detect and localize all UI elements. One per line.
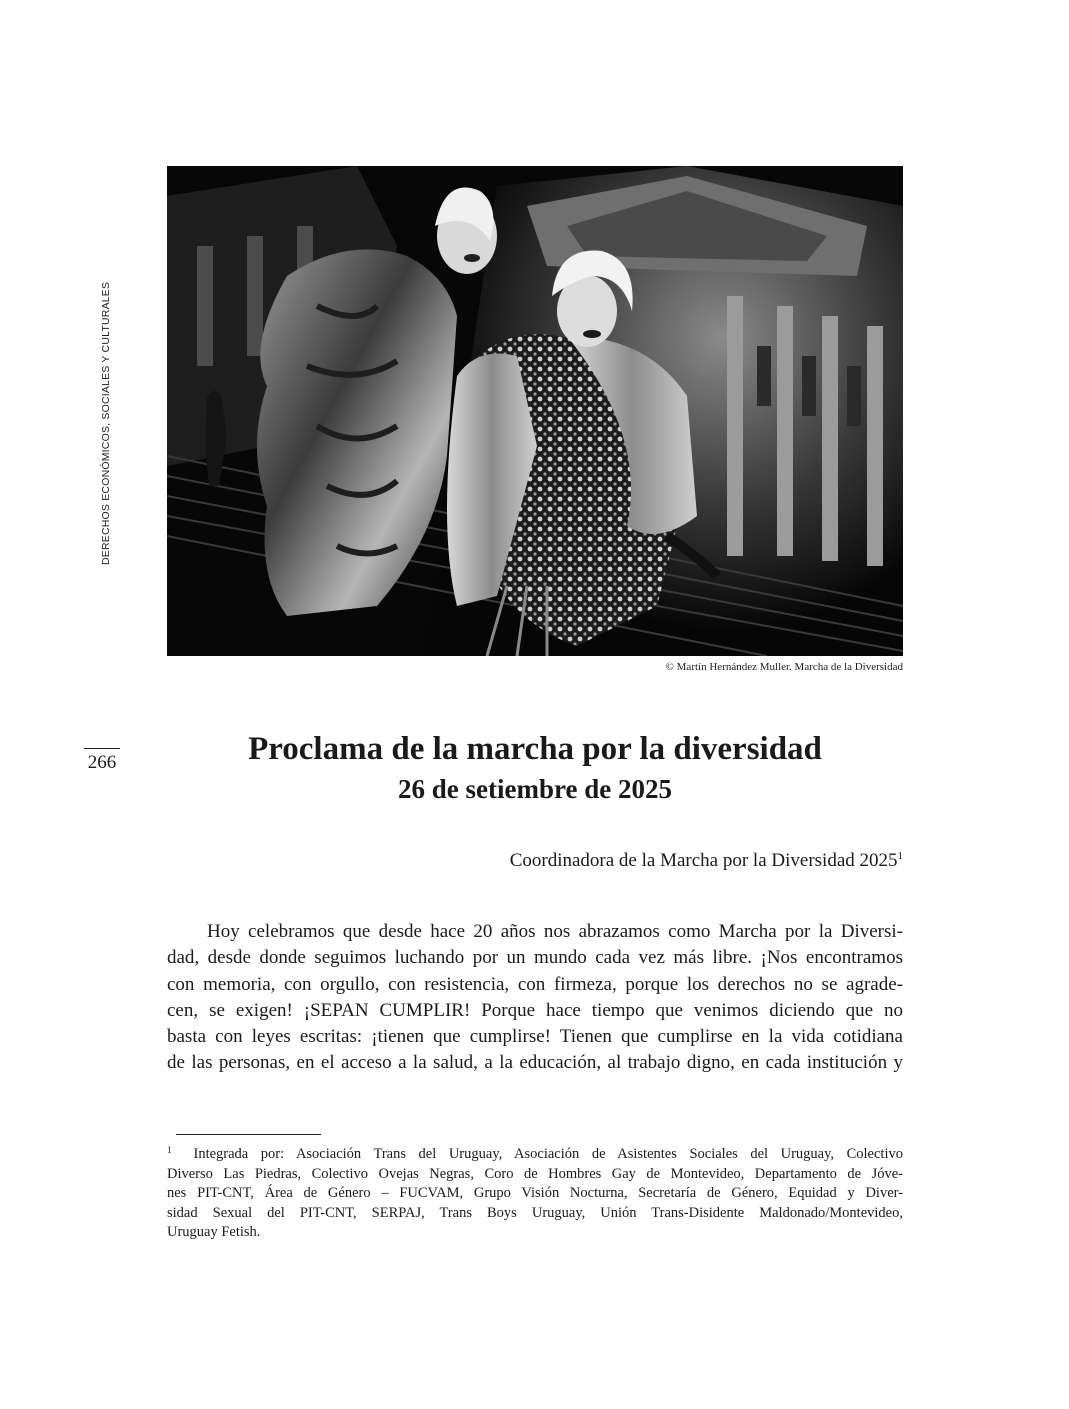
paragraph-line: cen, se exigen! ¡SEPAN CUMPLIR! Porque hace tiempo que venimos diciendo que no [167,999,903,1021]
footnote-line: nes PIT-CNT, Área de Género – FUCVAM, Grupo Visión Nocturna, Secretaría de Género, Equidad y Diver- [167,1185,903,1201]
paragraph-line: de las personas, en el acceso a la salud, a la educación, al trabajo digno, en cada institución y [167,1052,903,1074]
footnote [167,1141,903,1243]
footnote-line: Uruguay Fetish. [167,1224,261,1240]
body-paragraph [167,919,903,1077]
paragraph-line: dad, desde donde seguimos luchando por un mundo cada vez más libre. ¡Nos encontramos [167,947,903,969]
paragraph-line: Hoy celebramos que desde hace 20 años nos abrazamos como Marcha por la Diversi- [207,921,903,942]
footnote-line [167,1141,903,1165]
photo-credit: © Martín Hernández Muller. Marcha de la Diversidad [665,661,903,673]
footnote-line: sidad Sexual del PIT-CNT, SERPAJ, Trans Boys Uruguay, Unión Trans-Disidente Maldonado/Montevideo, [167,1204,903,1221]
running-section-label: DERECHOS ECONÓMICOS, SOCIALES Y CULTURALES [100,281,112,565]
page-subtitle: 26 de setiembre de 2025 [398,774,672,804]
author-name: Coordinadora de la Marcha por la Diversidad 2025 [509,850,898,871]
footnote-text: Integrada por: Asociación Trans del Uruguay, Asociación de Asistentes Sociales del Uruguay, Colectivo [193,1146,903,1162]
footnote-mark: 1 [167,1145,172,1155]
author-line [167,843,903,874]
photograph [167,166,903,656]
footnote-line: Diverso Las Piedras, Colectivo Ovejas Negras, Coro de Hombres Gay de Montevideo, Departamento de Jóve- [167,1165,903,1182]
footnote-reference[interactable]: 1 [897,850,903,862]
page-number: 266 [84,748,120,774]
paragraph-line: con memoria, con orgullo, con resistencia, con firmeza, porque los derechos no se agrade- [167,973,903,995]
paragraph-line: basta con leyes escritas: ¡tienen que cumplirse! Tienen que cumplirse en la vida cotidiana [167,1026,903,1048]
page-title: Proclama de la marcha por la diversidad [248,731,822,767]
drag-performers-photo [167,166,903,656]
footnote-divider [176,1134,321,1135]
